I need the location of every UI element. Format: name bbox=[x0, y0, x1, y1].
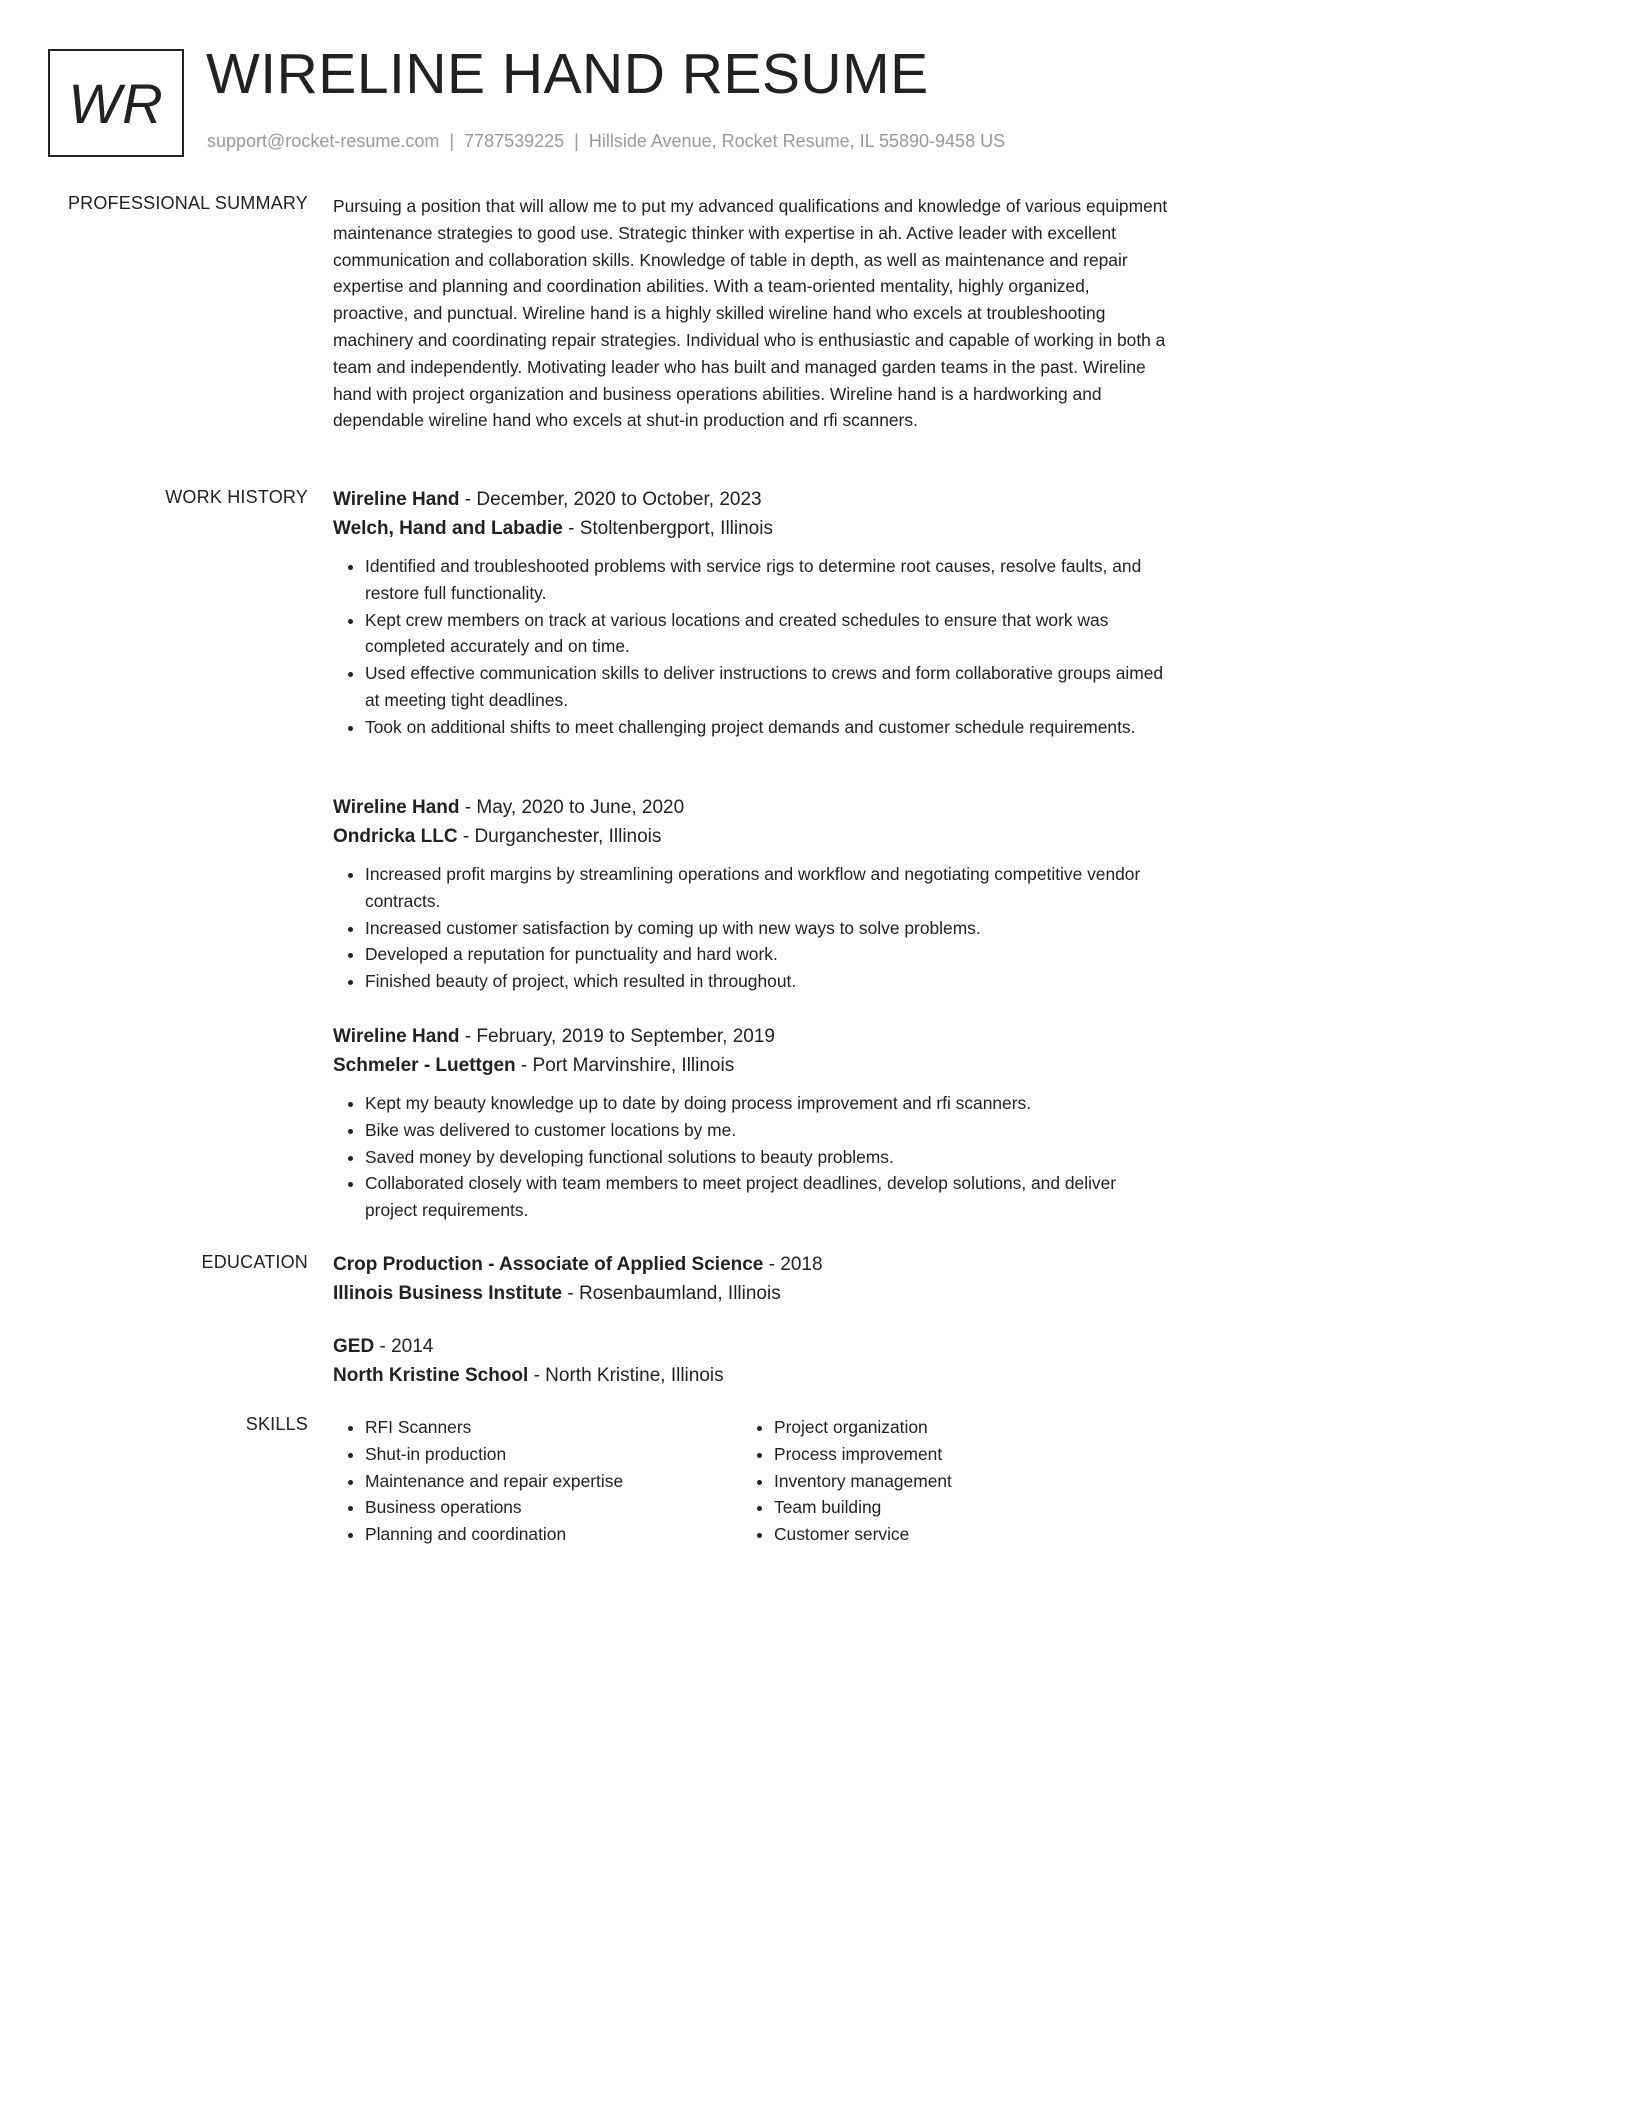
job-company: Ondricka LLC bbox=[333, 826, 458, 847]
monogram-logo: WR bbox=[48, 49, 184, 157]
job-bullets bbox=[333, 861, 1168, 995]
job-bullet: • Bike was delivered to customer locations by me. bbox=[365, 1117, 1168, 1144]
contact-address: Hillside Avenue, Rocket Resume, IL 55890-9458 US bbox=[588, 131, 1006, 151]
education-degree: Crop Production - Associate of Applied Science bbox=[333, 1254, 764, 1275]
education-school-line bbox=[333, 1279, 1168, 1308]
skills-list bbox=[742, 1414, 1142, 1548]
section-label-work-history: WORK HISTORY bbox=[165, 487, 308, 507]
education-location: - Rosenbaumland, Illinois bbox=[562, 1283, 781, 1304]
job-bullet: • Kept crew members on track at various locations and created schedules to ensure that work was completed accurately and on time. bbox=[365, 607, 1168, 661]
skill-item: • Maintenance and repair expertise bbox=[365, 1468, 733, 1495]
job-entry bbox=[333, 485, 1168, 741]
education-degree: GED bbox=[333, 1336, 375, 1357]
job-dates: - December, 2020 to October, 2023 bbox=[459, 489, 762, 510]
contact-separator: | bbox=[574, 131, 579, 151]
job-bullet: • Kept my beauty knowledge up to date by doing process improvement and rfi scanners. bbox=[365, 1090, 1168, 1117]
education-location: - North Kristine, Illinois bbox=[528, 1365, 724, 1386]
job-title-line bbox=[333, 793, 1168, 822]
job-location: - Port Marvinshire, Illinois bbox=[515, 1055, 735, 1076]
education-year: - 2018 bbox=[763, 1254, 823, 1275]
job-bullet: • Collaborated closely with team members to meet project deadlines, develop solutions, and deliver project requirements. bbox=[365, 1170, 1168, 1224]
contact-separator: | bbox=[449, 131, 455, 151]
job-company-line bbox=[333, 1051, 1168, 1080]
job-entry bbox=[333, 1022, 1168, 1224]
skill-item: • Inventory management bbox=[774, 1468, 1142, 1495]
job-company: Welch, Hand and Labadie bbox=[333, 518, 563, 539]
education-school: Illinois Business Institute bbox=[333, 1283, 563, 1304]
job-title-line bbox=[333, 485, 1168, 514]
summary-text: Pursuing a position that will allow me to put my advanced qualifications and knowledge of various equipment maintenance strategies to good use. Strategic thinker with expertise in ah. Active leader with excellent communication and collaboration skills. Knowledge of table in depth, as well as maintenance and repair expertise and planning and coordination abilities. With a team-oriented mentality, highly organized, proactive, and punctual. Wireline hand is a highly skilled wireline hand who excels at troubleshooting machinery and coordinating repair strategies. Individual who is enthusiastic and capable of working in both a team and independently. Motivating leader who has built and managed garden teams in the past. Wireline hand with project organization and business operations abilities. Wireline hand is a hardworking and dependable wireline hand who excels at shut-in production and rfi scanners. bbox=[333, 196, 1168, 431]
section-label-education: EDUCATION bbox=[201, 1252, 308, 1272]
job-dates: - February, 2019 to September, 2019 bbox=[459, 1026, 775, 1047]
job-title: Wireline Hand bbox=[333, 797, 460, 818]
job-entry bbox=[333, 793, 1168, 995]
skill-item: • Team building bbox=[774, 1494, 1142, 1521]
job-bullet: • Saved money by developing functional solutions to beauty problems. bbox=[365, 1144, 1168, 1171]
job-bullet: • Finished beauty of project, which resulted in throughout. bbox=[365, 968, 1168, 995]
job-title: Wireline Hand bbox=[333, 489, 460, 510]
job-dates: - May, 2020 to June, 2020 bbox=[459, 797, 685, 818]
skills-list bbox=[333, 1414, 733, 1548]
job-company-line bbox=[333, 514, 1168, 543]
job-bullet: • Developed a reputation for punctuality and hard work. bbox=[365, 941, 1168, 968]
education-year: - 2014 bbox=[374, 1336, 434, 1357]
job-bullets bbox=[333, 1090, 1168, 1224]
skill-item: • Business operations bbox=[365, 1494, 733, 1521]
job-bullets bbox=[333, 553, 1168, 741]
job-title: Wireline Hand bbox=[333, 1026, 460, 1047]
contact-phone[interactable]: 7787539225 bbox=[464, 131, 565, 151]
job-bullet: • Increased profit margins by streamlining operations and workflow and negotiating competitive vendor contracts. bbox=[365, 861, 1168, 915]
job-title-line bbox=[333, 1022, 1168, 1051]
education-entry bbox=[333, 1250, 1168, 1308]
skill-item: • Customer service bbox=[774, 1521, 1142, 1548]
education-entry bbox=[333, 1332, 1168, 1390]
skill-item: • Shut-in production bbox=[365, 1441, 733, 1468]
job-bullet: • Identified and troubleshooted problems with service rigs to determine root causes, resolve faults, and restore full functionality. bbox=[365, 553, 1168, 607]
job-company: Schmeler - Luettgen bbox=[333, 1055, 516, 1076]
skills-left-column bbox=[333, 1414, 733, 1548]
job-location: - Stoltenbergport, Illinois bbox=[562, 518, 773, 539]
job-bullet: • Used effective communication skills to deliver instructions to crews and form collaborative groups aimed at meeting tight deadlines. bbox=[365, 660, 1168, 714]
contact-line bbox=[207, 131, 1005, 152]
education-school: North Kristine School bbox=[333, 1365, 529, 1386]
skill-item: • Project organization bbox=[774, 1414, 1142, 1441]
education-degree-line bbox=[333, 1250, 1168, 1279]
skills-right-column bbox=[742, 1414, 1142, 1548]
skill-item: • Planning and coordination bbox=[365, 1521, 733, 1548]
section-label-summary: PROFESSIONAL SUMMARY bbox=[67, 193, 308, 213]
job-company-line bbox=[333, 822, 1168, 851]
job-bullet: • Took on additional shifts to meet challenging project demands and customer schedule requirements. bbox=[365, 714, 1168, 741]
job-bullet: • Increased customer satisfaction by coming up with new ways to solve problems. bbox=[365, 915, 1168, 942]
section-label-skills: SKILLS bbox=[245, 1414, 308, 1434]
education-school-line bbox=[333, 1361, 1168, 1390]
job-location: - Durganchester, Illinois bbox=[457, 826, 662, 847]
skill-item: • Process improvement bbox=[774, 1441, 1142, 1468]
contact-email[interactable]: support@rocket-resume.com bbox=[207, 131, 440, 151]
resume-title: WIRELINE HAND RESUME bbox=[206, 42, 929, 106]
skill-item: • RFI Scanners bbox=[365, 1414, 733, 1441]
education-degree-line bbox=[333, 1332, 1168, 1361]
